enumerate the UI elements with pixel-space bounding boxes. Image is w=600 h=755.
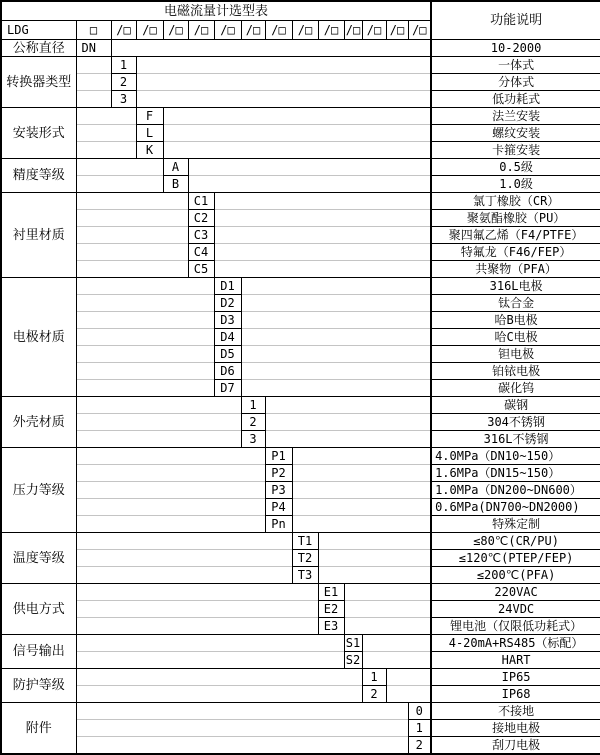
table-row: [1, 414, 600, 431]
code-cell: C3: [188, 227, 214, 244]
model-code-slot: /□: [111, 21, 136, 40]
empty-cell: [76, 635, 344, 652]
empty-cell: [344, 601, 431, 618]
table-row: [1, 244, 600, 261]
code-cell: D3: [214, 312, 241, 329]
table-row: [1, 703, 600, 720]
description-cell: 特氟龙（F46/FEP）: [431, 244, 600, 261]
empty-cell: [76, 482, 265, 499]
empty-cell: [76, 329, 214, 346]
table-row: [1, 363, 600, 380]
category-label: 外壳材质: [1, 397, 76, 448]
description-cell: 碳钢: [431, 397, 600, 414]
description-cell: 哈B电极: [431, 312, 600, 329]
code-cell: Pn: [265, 516, 292, 533]
description-cell: 聚四氟乙烯（F4/PTFE）: [431, 227, 600, 244]
description-cell: 接地电极: [431, 720, 600, 737]
description-cell: 卡箍安装: [431, 142, 600, 159]
model-code-slot: /□: [136, 21, 163, 40]
table-row: [1, 193, 600, 210]
category-label: 转换器类型: [1, 57, 76, 108]
title-row: [1, 1, 600, 21]
code-cell: C5: [188, 261, 214, 278]
table-row: [1, 295, 600, 312]
empty-cell: [344, 584, 431, 601]
table-row: [1, 652, 600, 669]
category-label: 电极材质: [1, 278, 76, 397]
description-column-header: 功能说明: [431, 1, 600, 40]
table-row: [1, 499, 600, 516]
empty-cell: [76, 686, 362, 703]
category-label: 安装形式: [1, 108, 76, 159]
category-label: 精度等级: [1, 159, 76, 193]
code-cell: C1: [188, 193, 214, 210]
table-row: [1, 125, 600, 142]
empty-cell: [163, 142, 431, 159]
code-cell: P1: [265, 448, 292, 465]
table-title: 电磁流量计选型表: [164, 3, 269, 19]
empty-cell: [76, 397, 241, 414]
empty-cell: [292, 448, 431, 465]
empty-cell: [76, 448, 265, 465]
table-row: [1, 380, 600, 397]
empty-cell: [76, 74, 111, 91]
code-cell: D6: [214, 363, 241, 380]
empty-cell: [386, 686, 431, 703]
table-row: [1, 465, 600, 482]
code-cell: L: [136, 125, 163, 142]
empty-cell: [163, 125, 431, 142]
category-label: 衬里材质: [1, 193, 76, 278]
empty-cell: [76, 193, 188, 210]
code-cell: 2: [408, 737, 431, 755]
empty-cell: [136, 57, 431, 74]
description-cell: 聚氨酯橡胶（PU）: [431, 210, 600, 227]
empty-cell: [241, 278, 431, 295]
empty-cell: [76, 618, 318, 635]
table-row: [1, 227, 600, 244]
description-cell: 0.6MPa(DN700~DN2000): [431, 499, 600, 516]
empty-cell: [76, 159, 163, 176]
empty-cell: [136, 91, 431, 108]
code-cell: 2: [111, 74, 136, 91]
empty-cell: [318, 533, 431, 550]
empty-cell: [76, 465, 265, 482]
code-cell: S2: [345, 653, 361, 667]
table-row: [1, 618, 600, 635]
table-row: [1, 720, 600, 737]
table-row: [1, 261, 600, 278]
code-cell: C2: [188, 210, 214, 227]
model-code-slot: /□: [188, 21, 214, 40]
code-cell: S1: [345, 636, 361, 650]
description-cell: 锂电池（仅限低功耗式）: [431, 618, 600, 635]
code-cell: D5: [214, 346, 241, 363]
code-cell: 1: [241, 397, 265, 414]
description-cell: 24VDC: [431, 601, 600, 618]
model-code-slot: /□: [265, 21, 292, 40]
empty-cell: [76, 108, 136, 125]
empty-cell: [76, 601, 318, 618]
code-cell: 1: [111, 57, 136, 74]
description-cell: IP68: [431, 686, 600, 703]
description-cell: 螺纹安装: [431, 125, 600, 142]
empty-cell: [76, 703, 408, 720]
category-label: 信号输出: [1, 635, 76, 669]
table-row: [1, 533, 600, 550]
description-cell: 1.0级: [431, 176, 600, 193]
code-cell: 3: [111, 91, 136, 108]
code-cell: 1: [362, 669, 386, 686]
code-cell: B: [163, 176, 188, 193]
table-row: [1, 635, 600, 652]
code-cell: 3: [241, 431, 265, 448]
description-cell: 4-20mA+RS485（标配）: [431, 635, 600, 652]
empty-cell: [188, 159, 431, 176]
description-cell: 220VAC: [431, 584, 600, 601]
code-cell: F: [136, 108, 163, 125]
code-cell: 0: [408, 703, 431, 720]
empty-cell: [241, 380, 431, 397]
empty-cell: [362, 652, 431, 669]
model-code-slot: /□: [344, 21, 362, 40]
category-label: 压力等级: [1, 448, 76, 533]
table-row: [1, 278, 600, 295]
description-cell: 不接地: [431, 703, 600, 720]
empty-cell: [318, 567, 431, 584]
empty-cell: [76, 57, 111, 74]
table-row: [1, 482, 600, 499]
code-cell: D2: [214, 295, 241, 312]
empty-cell: [318, 550, 431, 567]
empty-cell: [188, 176, 431, 193]
table-row: [1, 448, 600, 465]
description-cell: 分体式: [431, 74, 600, 91]
empty-cell: [265, 397, 431, 414]
description-cell: 铂铱电极: [431, 363, 600, 380]
table-row: [1, 329, 600, 346]
empty-cell: [163, 108, 431, 125]
empty-cell: [265, 431, 431, 448]
empty-cell: [214, 210, 431, 227]
code-cell: E2: [318, 601, 344, 618]
table-row: [1, 567, 600, 584]
empty-cell: [265, 414, 431, 431]
code-cell: P3: [265, 482, 292, 499]
empty-cell: [292, 499, 431, 516]
category-label: 附件: [1, 703, 76, 755]
empty-cell: [76, 346, 214, 363]
table-row: [1, 601, 600, 618]
description-cell: 氯丁橡胶（CR）: [431, 193, 600, 210]
table-row: [1, 40, 600, 57]
empty-cell: [76, 176, 163, 193]
table-row: [1, 74, 600, 91]
empty-cell: [362, 635, 431, 652]
empty-cell: [76, 312, 214, 329]
code-cell: E3: [318, 618, 344, 635]
table-row: [1, 159, 600, 176]
empty-cell: [76, 125, 136, 142]
code-cell: 2: [362, 686, 386, 703]
empty-cell: [386, 669, 431, 686]
model-prefix: LDG: [1, 21, 76, 40]
empty-cell: [241, 363, 431, 380]
table-row: [1, 686, 600, 703]
code-cell: P2: [265, 465, 292, 482]
table-row: [1, 312, 600, 329]
table-row: [1, 431, 600, 448]
empty-cell: [76, 227, 188, 244]
empty-cell: [214, 261, 431, 278]
table-row: [1, 176, 600, 193]
empty-cell: [76, 737, 408, 755]
description-cell: 法兰安装: [431, 108, 600, 125]
code-cell: E1: [318, 584, 344, 601]
empty-cell: [76, 499, 265, 516]
table-row: [1, 550, 600, 567]
description-cell: 10-2000: [431, 40, 600, 57]
description-cell: 0.5级: [431, 159, 600, 176]
empty-cell: [76, 431, 241, 448]
description-cell: IP65: [431, 669, 600, 686]
empty-cell: [76, 278, 214, 295]
code-cell: DN: [76, 40, 111, 57]
model-code-slot: /□: [292, 21, 318, 40]
table-row: [1, 669, 600, 686]
table-row: [1, 584, 600, 601]
description-cell: 1.6MPa（DN15~150）: [431, 465, 600, 482]
code-cell: T1: [292, 533, 318, 550]
empty-cell: [344, 618, 431, 635]
description-cell: 钽电极: [431, 346, 600, 363]
empty-cell: [76, 142, 136, 159]
table-row: [1, 346, 600, 363]
description-cell: 刮刀电极: [431, 737, 600, 755]
table-row: [1, 91, 600, 108]
empty-cell: [214, 244, 431, 261]
table-row: [1, 516, 600, 533]
description-cell: 钛合金: [431, 295, 600, 312]
empty-cell: [76, 414, 241, 431]
empty-cell: [292, 516, 431, 533]
table-row: [1, 397, 600, 414]
description-cell: 低功耗式: [431, 91, 600, 108]
model-code-slot: /□: [214, 21, 241, 40]
description-cell: ≤200℃(PFA): [431, 567, 600, 584]
empty-cell: [76, 261, 188, 278]
code-cell: T2: [292, 550, 318, 567]
empty-cell: [76, 516, 265, 533]
description-cell: 316L电极: [431, 278, 600, 295]
empty-cell: [111, 40, 431, 57]
category-label: 温度等级: [1, 533, 76, 584]
description-cell: 碳化钨: [431, 380, 600, 397]
description-cell: 4.0MPa（DN10~150）: [431, 448, 600, 465]
code-cell: D4: [214, 329, 241, 346]
empty-cell: [76, 652, 344, 669]
empty-cell: [241, 346, 431, 363]
empty-cell: [76, 669, 362, 686]
empty-cell: [76, 533, 292, 550]
description-cell: 一体式: [431, 57, 600, 74]
model-code-slot: /□: [362, 21, 386, 40]
code-cell: 2: [241, 414, 265, 431]
empty-cell: [76, 363, 214, 380]
model-code-box: □: [76, 21, 111, 40]
description-cell: 特殊定制: [431, 516, 600, 533]
code-cell: 1: [408, 720, 431, 737]
model-code-slot: /□: [241, 21, 265, 40]
empty-cell: [76, 550, 292, 567]
table-row: [1, 210, 600, 227]
empty-cell: [214, 227, 431, 244]
empty-cell: [76, 567, 292, 584]
empty-cell: [76, 295, 214, 312]
model-code-slot: /□: [386, 21, 408, 40]
code-cell: A: [163, 159, 188, 176]
empty-cell: [76, 380, 214, 397]
model-code-slot: /□: [318, 21, 344, 40]
empty-cell: [292, 482, 431, 499]
code-cell: K: [136, 142, 163, 159]
description-cell: 316L不锈钢: [431, 431, 600, 448]
table-row: [1, 737, 600, 755]
code-cell: D1: [214, 278, 241, 295]
empty-cell: [136, 74, 431, 91]
code-cell: D7: [214, 380, 241, 397]
empty-cell: [214, 193, 431, 210]
empty-cell: [76, 584, 318, 601]
description-cell: 1.0MPa（DN200~DN600）: [431, 482, 600, 499]
code-cell: P4: [265, 499, 292, 516]
category-label: 防护等级: [1, 669, 76, 703]
empty-cell: [76, 91, 111, 108]
empty-cell: [241, 329, 431, 346]
empty-cell: [241, 312, 431, 329]
description-cell: 哈C电极: [431, 329, 600, 346]
code-cell: T3: [292, 567, 318, 584]
table-row: [1, 57, 600, 74]
description-cell: 共聚物（PFA）: [431, 261, 600, 278]
category-label: 公称直径: [1, 40, 76, 57]
description-cell: ≤120℃(PTEP/FEP): [431, 550, 600, 567]
empty-cell: [76, 244, 188, 261]
description-cell: 304不锈钢: [431, 414, 600, 431]
empty-cell: [76, 210, 188, 227]
code-cell: C4: [188, 244, 214, 261]
model-code-slot: /□: [408, 21, 431, 40]
empty-cell: [76, 720, 408, 737]
category-label: 供电方式: [1, 584, 76, 635]
description-cell: ≤80℃(CR/PU): [431, 533, 600, 550]
table-row: [1, 142, 600, 159]
empty-cell: [241, 295, 431, 312]
table-row: [1, 108, 600, 125]
description-cell: HART: [431, 652, 600, 669]
empty-cell: [292, 465, 431, 482]
model-code-slot: /□: [163, 21, 188, 40]
